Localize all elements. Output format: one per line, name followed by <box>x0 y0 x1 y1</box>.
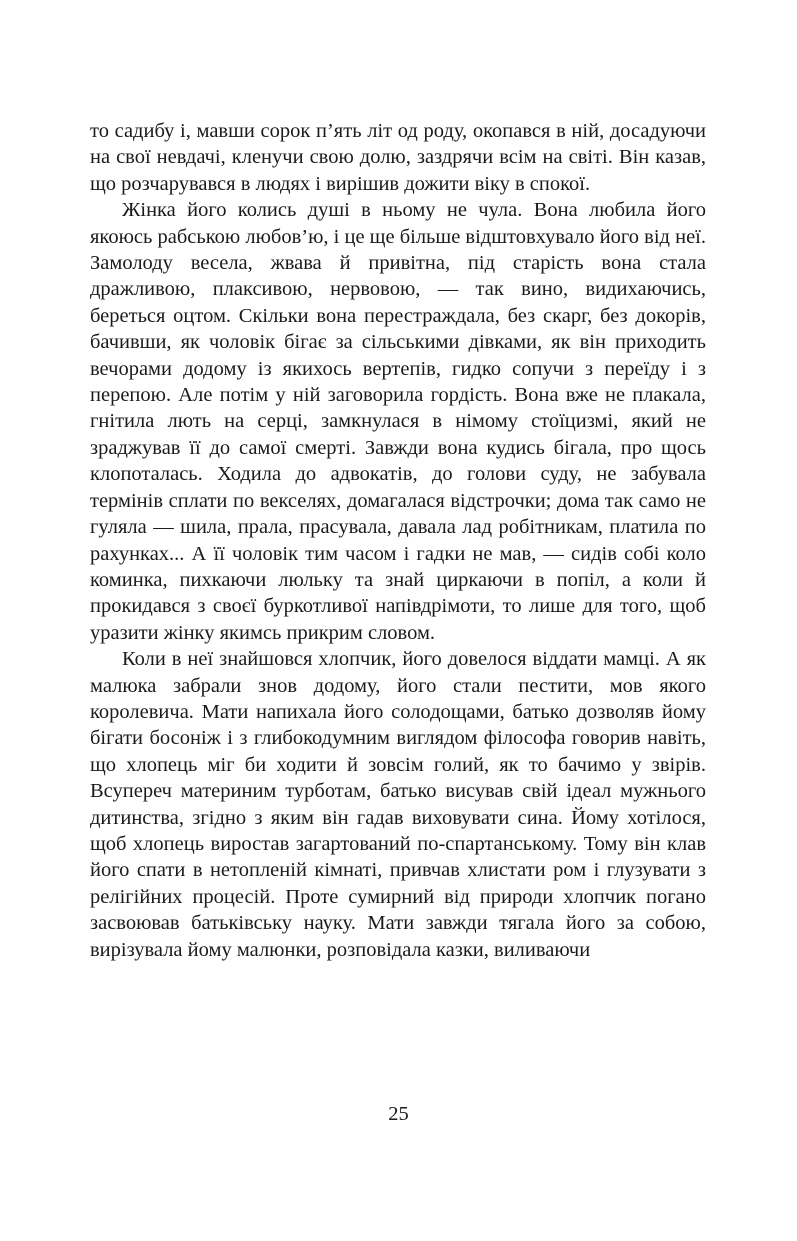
paragraph-2: Жінка його колись душі в ньому не чула. Вона любила його якоюсь рабською любов’ю, і це ще більше відштовхувало його від неї. Замолоду весела, жвава й привітна, під старість вона стала дражливою, плаксивою, нервовою, — так вино, видихаючись, береться оцтом. Скільки вона перестраждала, без скарг, без докорів, бачивши, як чоловік бігає за сільськими дівками, як він приходить вечорами додому із якихось вертепів, гидко сопучи з переїду і з перепою. Але потім у ній заговорила гордість. Вона вже не плакала, гнітила лють на серці, замкнулася в німому стоїцизмі, який не зраджував її до самої смерті. Завжди вона кудись бігала, про щось клопоталась. Ходила до адвокатів, до голови суду, не забувала термінів сплати по векселях, домагалася відстрочки; дома так само не гуляла — шила, прала, прасувала, давала лад робітникам, платила по рахунках... А її чоловік тим часом і гадки не мав, — сидів собі коло коминка, пихкаючи люльку та знай циркаючи в попіл, а коли й прокидався з своєї буркотливої напівдрімоти, то лише для того, щоб уразити жінку якимсь прикрим словом. <box>90 199 706 644</box>
paragraph-1: то садибу і, мавши сорок п’ять літ од роду, окопався в ній, досадуючи на свої невдачі, кленучи свою долю, заздрячи всім на світі. Він казав, що розчарувався в людях і вирішив дожити віку в спокої. <box>90 120 706 195</box>
page-number: 25 <box>388 1103 409 1125</box>
book-page-text <box>90 118 706 963</box>
paragraph-3: Коли в неї знайшовся хлопчик, його довелося віддати мамці. А як малюка забрали знов додому, його стали пестити, мов якого королевича. Мати напихала його солодощами, батько дозволяв йому бігати босоніж і з глибокодумним виглядом філософа говорив навіть, що хлопець міг би ходити й зовсім голий, як то бачимо у звірів. Всупереч материним турботам, батько висував свій ідеал мужнього дитинства, згідно з яким він гадав виховувати сина. Йому хотілося, щоб хлопець виростав загартований по-спартанському. Тому він клав його спати в нетопленій кімнаті, привчав хлистати ром і глузувати з релігійних процесій. Проте сумирний від природи хлопчик погано засвоював батьківську науку. Мати завжди тягала його за собою, вирізувала йому малюнки, розповідала казки, виливаючи <box>90 648 706 961</box>
